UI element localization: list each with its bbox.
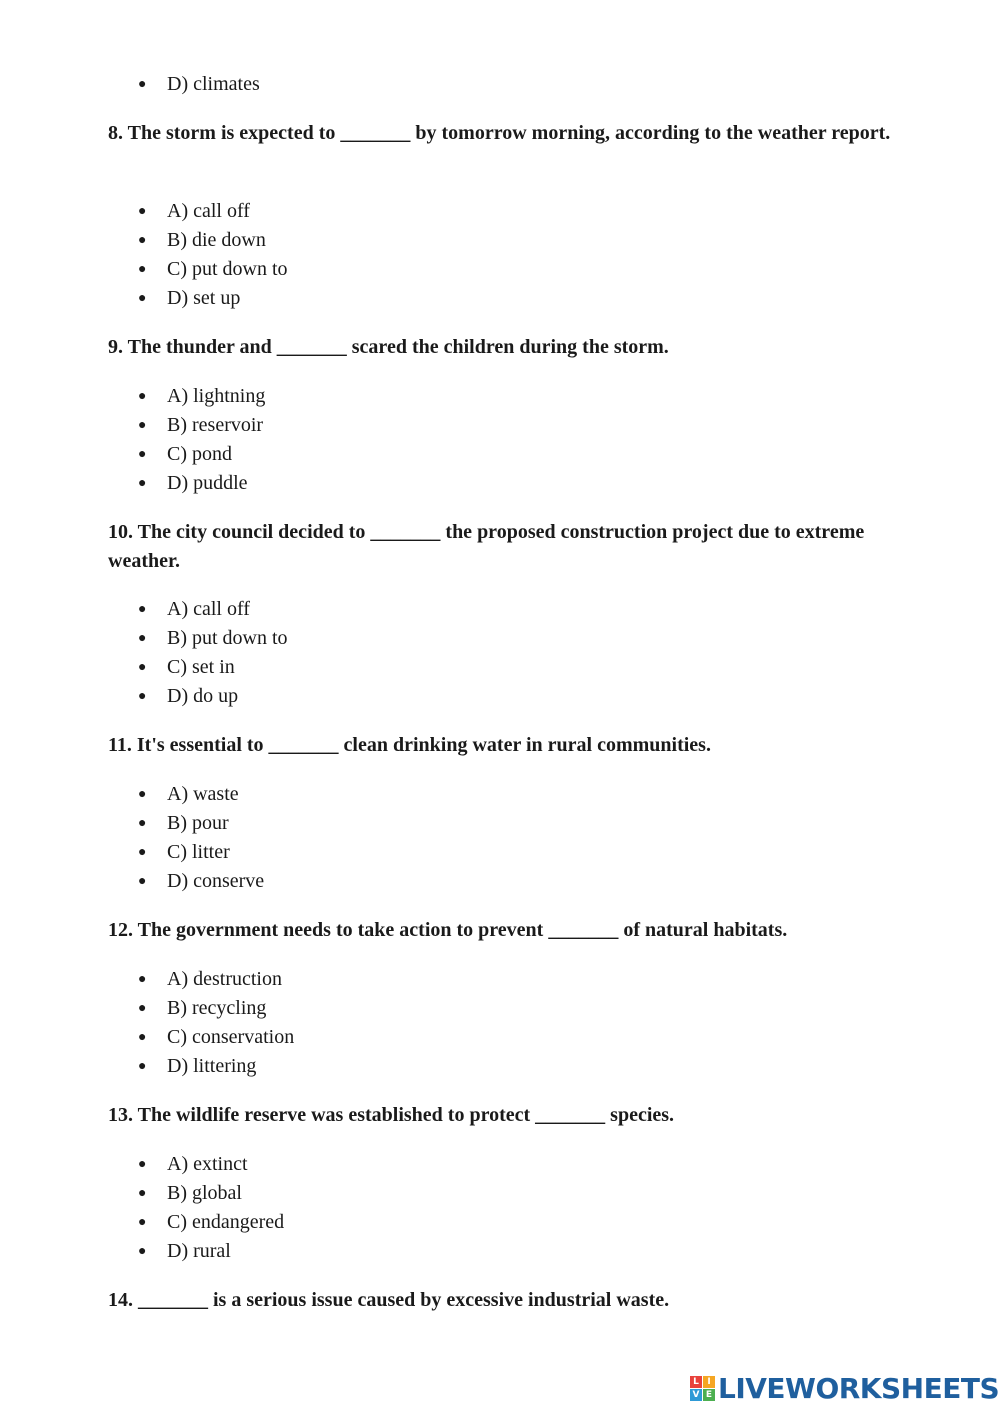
bullet-icon: ● [138,845,147,860]
question-12: 12. The government needs to take action to prevent _______ of natural habitats. [108,919,788,941]
option-item[interactable] [138,197,288,226]
bullet-icon: ● [138,1030,147,1045]
question-10: 10. The city council decided to _______ the proposed construction project due to extreme weather. [108,521,865,572]
bullet-icon: ● [138,389,147,404]
bullet-icon: ● [138,291,147,306]
option-item[interactable] [138,965,294,994]
bullet-icon: ● [138,1001,147,1016]
option-text: A) waste [167,783,239,805]
bullet-icon: ● [138,631,147,646]
question-11: 11. It's essential to _______ clean drinking water in rural communities. [108,734,711,756]
option-text: A) call off [167,200,250,222]
bullet-icon: ● [138,816,147,831]
option-text: C) pond [167,443,232,465]
bullet-icon: ● [138,77,147,92]
logo-letter: E [703,1389,715,1401]
bullet-icon: ● [138,233,147,248]
option-text: C) put down to [167,258,288,280]
bullet-icon: ● [138,972,147,987]
options-list-q7 [138,70,260,99]
bullet-icon: ● [138,476,147,491]
option-item[interactable] [138,780,264,809]
option-text: B) die down [167,229,266,251]
option-item[interactable] [138,1150,284,1179]
option-text: B) global [167,1182,242,1204]
bullet-icon: ● [138,602,147,617]
option-item[interactable] [138,411,265,440]
options-list-q13 [138,1150,284,1266]
option-item[interactable] [138,382,265,411]
bullet-icon: ● [138,1059,147,1074]
options-list-q10 [138,595,288,711]
option-item[interactable] [138,994,294,1023]
bullet-icon: ● [138,447,147,462]
option-item[interactable] [138,469,265,498]
option-item[interactable] [138,1208,284,1237]
question-14: 14. _______ is a serious issue caused by excessive industrial waste. [108,1289,670,1311]
option-text: A) lightning [167,385,266,407]
option-item[interactable] [138,682,288,711]
liveworksheets-logo-icon [690,1376,715,1401]
question-13: 13. The wildlife reserve was established to protect _______ species. [108,1104,675,1126]
option-item[interactable] [138,1052,294,1081]
options-list-q11 [138,780,264,896]
option-item[interactable] [138,284,288,313]
option-text: D) conserve [167,870,265,892]
option-text: C) conservation [167,1026,295,1048]
option-item[interactable] [138,653,288,682]
bullet-icon: ● [138,1215,147,1230]
options-list-q12 [138,965,294,1081]
option-item[interactable] [138,1023,294,1052]
option-text: D) puddle [167,472,248,494]
logo-letter: L [690,1376,702,1388]
logo-letter: I [703,1376,715,1388]
logo-letter: V [690,1389,702,1401]
bullet-icon: ● [138,1186,147,1201]
bullet-icon: ● [138,1244,147,1259]
option-item[interactable] [138,809,264,838]
options-list-q8 [138,197,288,313]
option-text: C) litter [167,841,230,863]
option-text: D) climates [167,73,260,95]
option-text: B) pour [167,812,229,834]
option-item[interactable] [138,1237,284,1266]
option-item[interactable] [138,440,265,469]
option-text: C) set in [167,656,235,678]
bullet-icon: ● [138,204,147,219]
brand-name: LIVEWORKSHEETS [718,1371,999,1405]
option-text: A) destruction [167,968,282,990]
bullet-icon: ● [138,1157,147,1172]
option-item[interactable] [138,70,260,99]
bullet-icon: ● [138,262,147,277]
option-item[interactable] [138,838,264,867]
option-text: D) set up [167,287,241,309]
option-text: C) endangered [167,1211,285,1233]
option-item[interactable] [138,624,288,653]
question-8: 8. The storm is expected to _______ by tomorrow morning, according to the weather report. [108,122,891,144]
option-text: A) call off [167,598,250,620]
option-text: D) do up [167,685,239,707]
bullet-icon: ● [138,787,147,802]
option-text: B) recycling [167,997,267,1019]
question-9: 9. The thunder and _______ scared the children during the storm. [108,336,669,358]
liveworksheets-brand[interactable] [690,1371,999,1405]
option-text: D) rural [167,1240,231,1262]
option-item[interactable] [138,867,264,896]
bullet-icon: ● [138,660,147,675]
option-item[interactable] [138,226,288,255]
bullet-icon: ● [138,874,147,889]
option-text: B) put down to [167,627,288,649]
options-list-q9 [138,382,265,498]
option-text: A) extinct [167,1153,248,1175]
bullet-icon: ● [138,689,147,704]
option-item[interactable] [138,595,288,624]
bullet-icon: ● [138,418,147,433]
option-text: D) littering [167,1055,257,1077]
option-item[interactable] [138,1179,284,1208]
option-text: B) reservoir [167,414,264,436]
option-item[interactable] [138,255,288,284]
